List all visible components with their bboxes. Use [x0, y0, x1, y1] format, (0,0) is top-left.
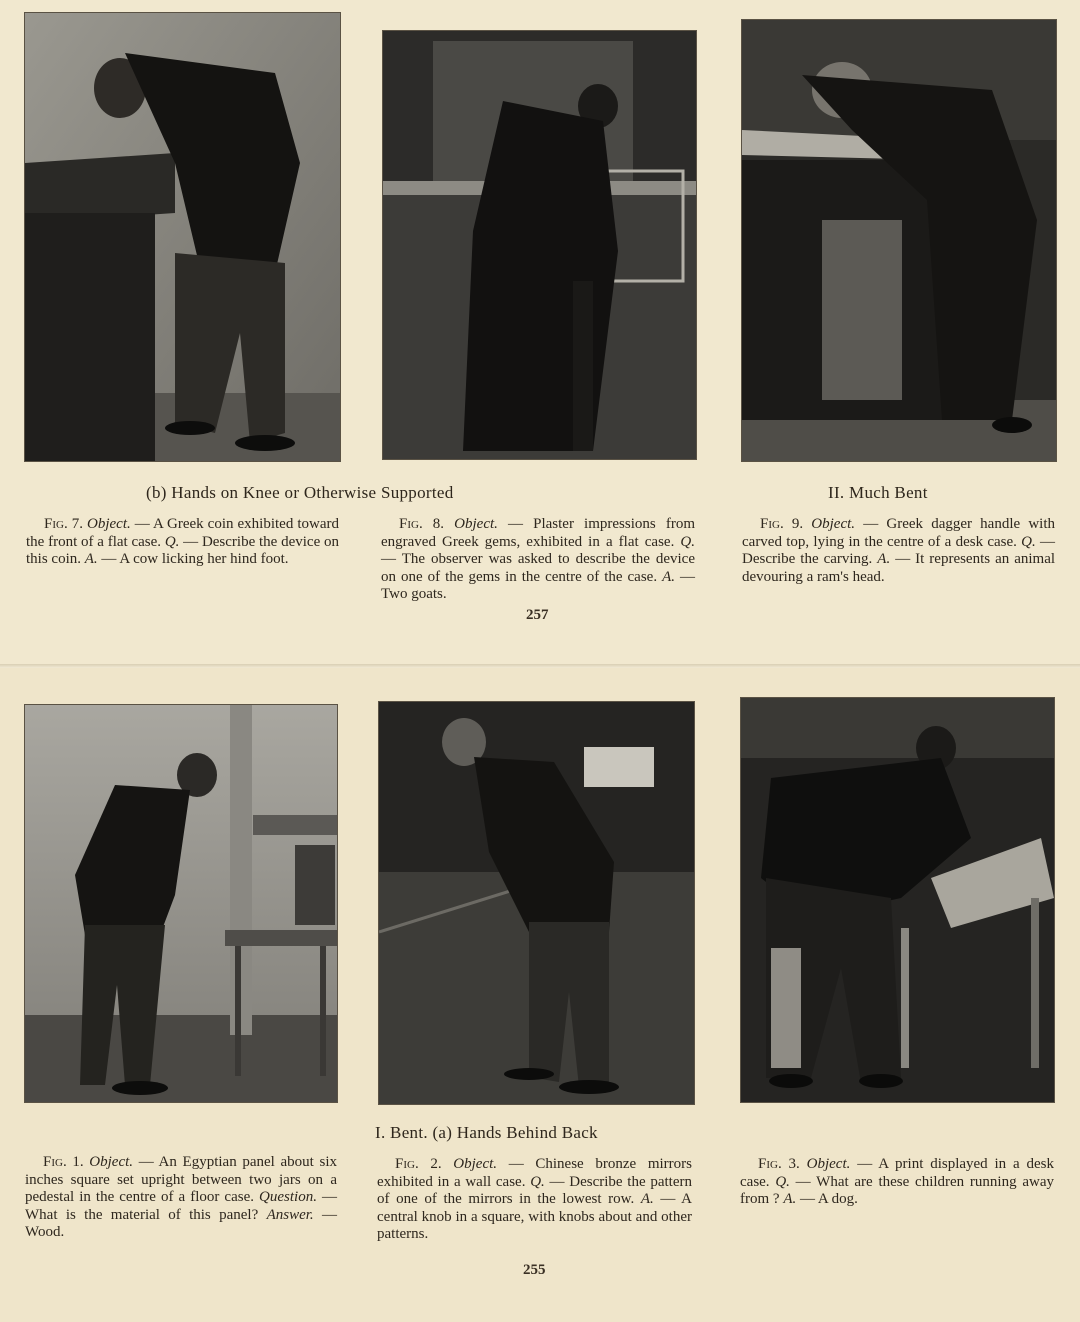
- section-heading: I. Bent. (a) Hands Behind Back: [375, 1123, 598, 1142]
- object-text: — An Egyptian panel about six inches square set upright between two jars on a pedestal in the centre of a floor case.: [25, 1154, 338, 1205]
- object-text: — Chinese bronze mirrors exhibited in a wall case.: [377, 1156, 693, 1190]
- page-number: 255: [523, 1262, 546, 1278]
- object-label: Object.: [806, 1156, 851, 1172]
- figure-2-caption: [377, 1156, 692, 1244]
- section-ii-heading: II. Much Bent: [828, 483, 928, 502]
- answer-label: A.: [783, 1191, 797, 1207]
- answer-text: — A cow licking her hind foot.: [97, 551, 289, 567]
- figure-8-caption: [381, 516, 695, 604]
- answer-text: — A dog.: [796, 1191, 858, 1207]
- photo-fig-1-image: [25, 705, 337, 1102]
- photo-fig-2-image: [379, 702, 694, 1104]
- photo-fig-3: [740, 697, 1055, 1103]
- page-255: [0, 668, 1080, 1322]
- photo-fig-8: [382, 30, 697, 460]
- question-label: Q.: [1021, 533, 1036, 550]
- object-label: Object.: [89, 1154, 134, 1170]
- object-text: — A print displayed in a desk case.: [740, 1156, 1054, 1190]
- object-label: Object.: [453, 1156, 498, 1172]
- object-text: — A Greek coin exhibited toward the front of a flat case.: [26, 516, 340, 550]
- figure-label: Fig. 7.: [44, 516, 83, 532]
- photo-fig-3-image: [741, 698, 1054, 1102]
- answer-label: A.: [662, 568, 676, 585]
- answer-text: — It represents an animal devouring a ram's head.: [742, 551, 1056, 585]
- answer-label: A.: [640, 1191, 654, 1207]
- section-b-heading: (b) Hands on Knee or Otherwise Supported: [146, 483, 454, 502]
- figure-label: Fig. 2.: [395, 1156, 442, 1172]
- answer-label: A.: [84, 551, 98, 567]
- photo-fig-9-image: [742, 20, 1056, 461]
- question-text: — What is the material of this panel?: [25, 1189, 337, 1223]
- answer-text: — Two goats.: [381, 568, 696, 602]
- photo-fig-7: [24, 12, 341, 462]
- figure-label: Fig. 9.: [760, 516, 804, 532]
- question-label: Q.: [775, 1173, 790, 1190]
- answer-text: — Wood.: [25, 1206, 338, 1240]
- page-number: 257: [526, 607, 549, 623]
- answer-label: A.: [877, 551, 891, 567]
- question-text: — What are these children running away from ?: [740, 1173, 1054, 1207]
- question-text: — Describe the device on this coin.: [26, 533, 340, 567]
- question-text: — The observer was asked to describe the device on one of the gems in the centre of the case.: [381, 551, 695, 585]
- photo-fig-2: [378, 701, 695, 1105]
- figure-label: Fig. 3.: [758, 1156, 800, 1172]
- question-label: Q.: [164, 533, 180, 550]
- answer-label: Answer.: [266, 1206, 314, 1223]
- photo-fig-9: [741, 19, 1057, 462]
- question-text: — Describe the carving.: [742, 533, 1056, 567]
- question-text: — Describe the pattern of one of the mirrors in the lowest row.: [377, 1173, 693, 1207]
- object-text: — Plaster impressions from engraved Greek gems, exhibited in a flat case.: [381, 516, 695, 550]
- figure-label: Fig. 8.: [399, 516, 445, 532]
- photo-fig-1: [24, 704, 338, 1103]
- object-label: Object.: [454, 516, 498, 532]
- photo-fig-7-image: [25, 13, 340, 461]
- figure-7-caption: [26, 516, 339, 569]
- figure-3-caption: [740, 1156, 1054, 1209]
- figure-1-caption: [25, 1154, 337, 1242]
- question-label: Question.: [259, 1189, 317, 1205]
- object-label: Object.: [811, 516, 856, 532]
- figure-9-caption: [742, 516, 1055, 586]
- object-label: Object.: [87, 516, 131, 532]
- figure-label: Fig. 1.: [43, 1154, 84, 1170]
- object-text: — Greek dagger handle with carved top, lying in the centre of a desk case.: [742, 516, 1055, 550]
- question-label: Q.: [530, 1173, 545, 1190]
- answer-text: — A central knob in a square, with knobs about and other patterns.: [377, 1191, 692, 1242]
- photo-fig-8-image: [383, 31, 696, 459]
- question-label: Q.: [680, 533, 696, 550]
